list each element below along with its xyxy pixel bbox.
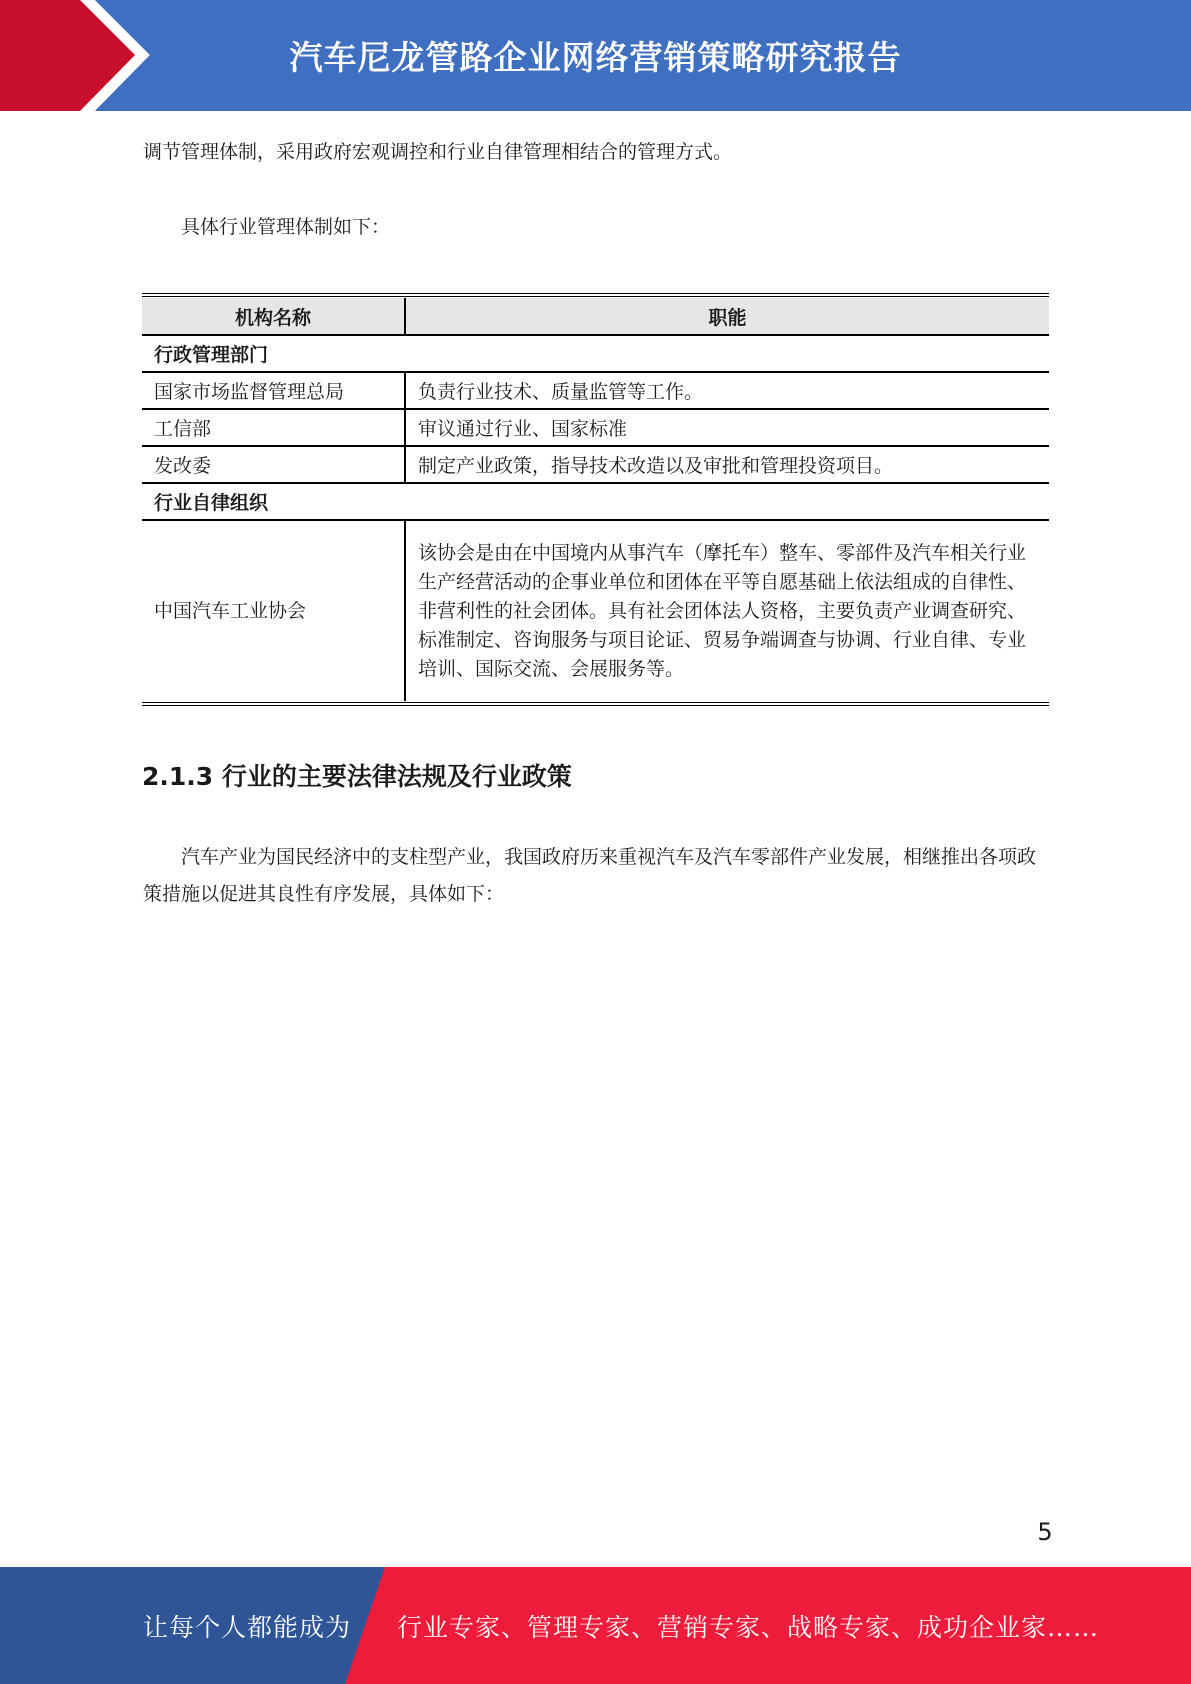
body-paragraph-3: 汽车产业为国民经济中的支柱型产业，我国政府历来重视汽车及汽车零部件产业发展，相继推出各项政策措施以促进其良性有序发展，具体如下： <box>143 846 1037 905</box>
org-function: 负责行业技术、质量监管等工作。 <box>405 372 1049 409</box>
org-name: 发改委 <box>142 446 405 483</box>
org-function: 审议通过行业、国家标准 <box>405 409 1049 446</box>
org-name: 工信部 <box>142 409 405 446</box>
table-row <box>142 372 1049 409</box>
body-paragraph-1: 调节管理体制，采用政府宏观调控和行业自律管理相结合的管理方式。 <box>143 141 733 163</box>
section-title: 行业自律组织 <box>142 483 1049 520</box>
management-system-table <box>142 293 1049 706</box>
header-chevron-decoration <box>0 0 160 111</box>
report-title: 汽车尼龙管路企业网络营销策略研究报告 <box>289 38 902 77</box>
body-paragraph-2: 具体行业管理体制如下： <box>181 216 391 238</box>
header-org-name: 机构名称 <box>142 298 405 335</box>
page-number: 5 <box>1037 1518 1053 1546</box>
table-row <box>142 446 1049 483</box>
org-function: 制定产业政策，指导技术改造以及审批和管理投资项目。 <box>405 446 1049 483</box>
footer-slogan-right: 行业专家、管理专家、营销专家、战略专家、成功企业家…… <box>397 1612 1100 1642</box>
table-row <box>142 520 1049 701</box>
table-section-row <box>142 335 1049 372</box>
org-function: 该协会是由在中国境内从事汽车（摩托车）整车、零部件及汽车相关行业生产经营活动的企事业单位和团体在平等自愿基础上依法组成的自律性、非营利性的社会团体。具有社会团体法人资格，主要负责产业调查研究、标准制定、咨询服务与项目论证、贸易争端调查与协调、行业自律、专业培训、国际交流、会展服务等。 <box>418 541 1027 680</box>
header-banner <box>0 0 1191 111</box>
table-header-row <box>142 298 1049 335</box>
table-section-row <box>142 483 1049 520</box>
section-title: 行政管理部门 <box>142 335 1049 372</box>
org-name: 中国汽车工业协会 <box>142 520 405 701</box>
footer-slogan-left: 让每个人都能成为 <box>143 1612 352 1642</box>
table-row <box>142 409 1049 446</box>
section-heading: 2.1.3 行业的主要法律法规及行业政策 <box>142 762 572 791</box>
org-name: 国家市场监督管理总局 <box>142 372 405 409</box>
header-function: 职能 <box>405 298 1049 335</box>
footer-banner <box>0 1567 1191 1684</box>
